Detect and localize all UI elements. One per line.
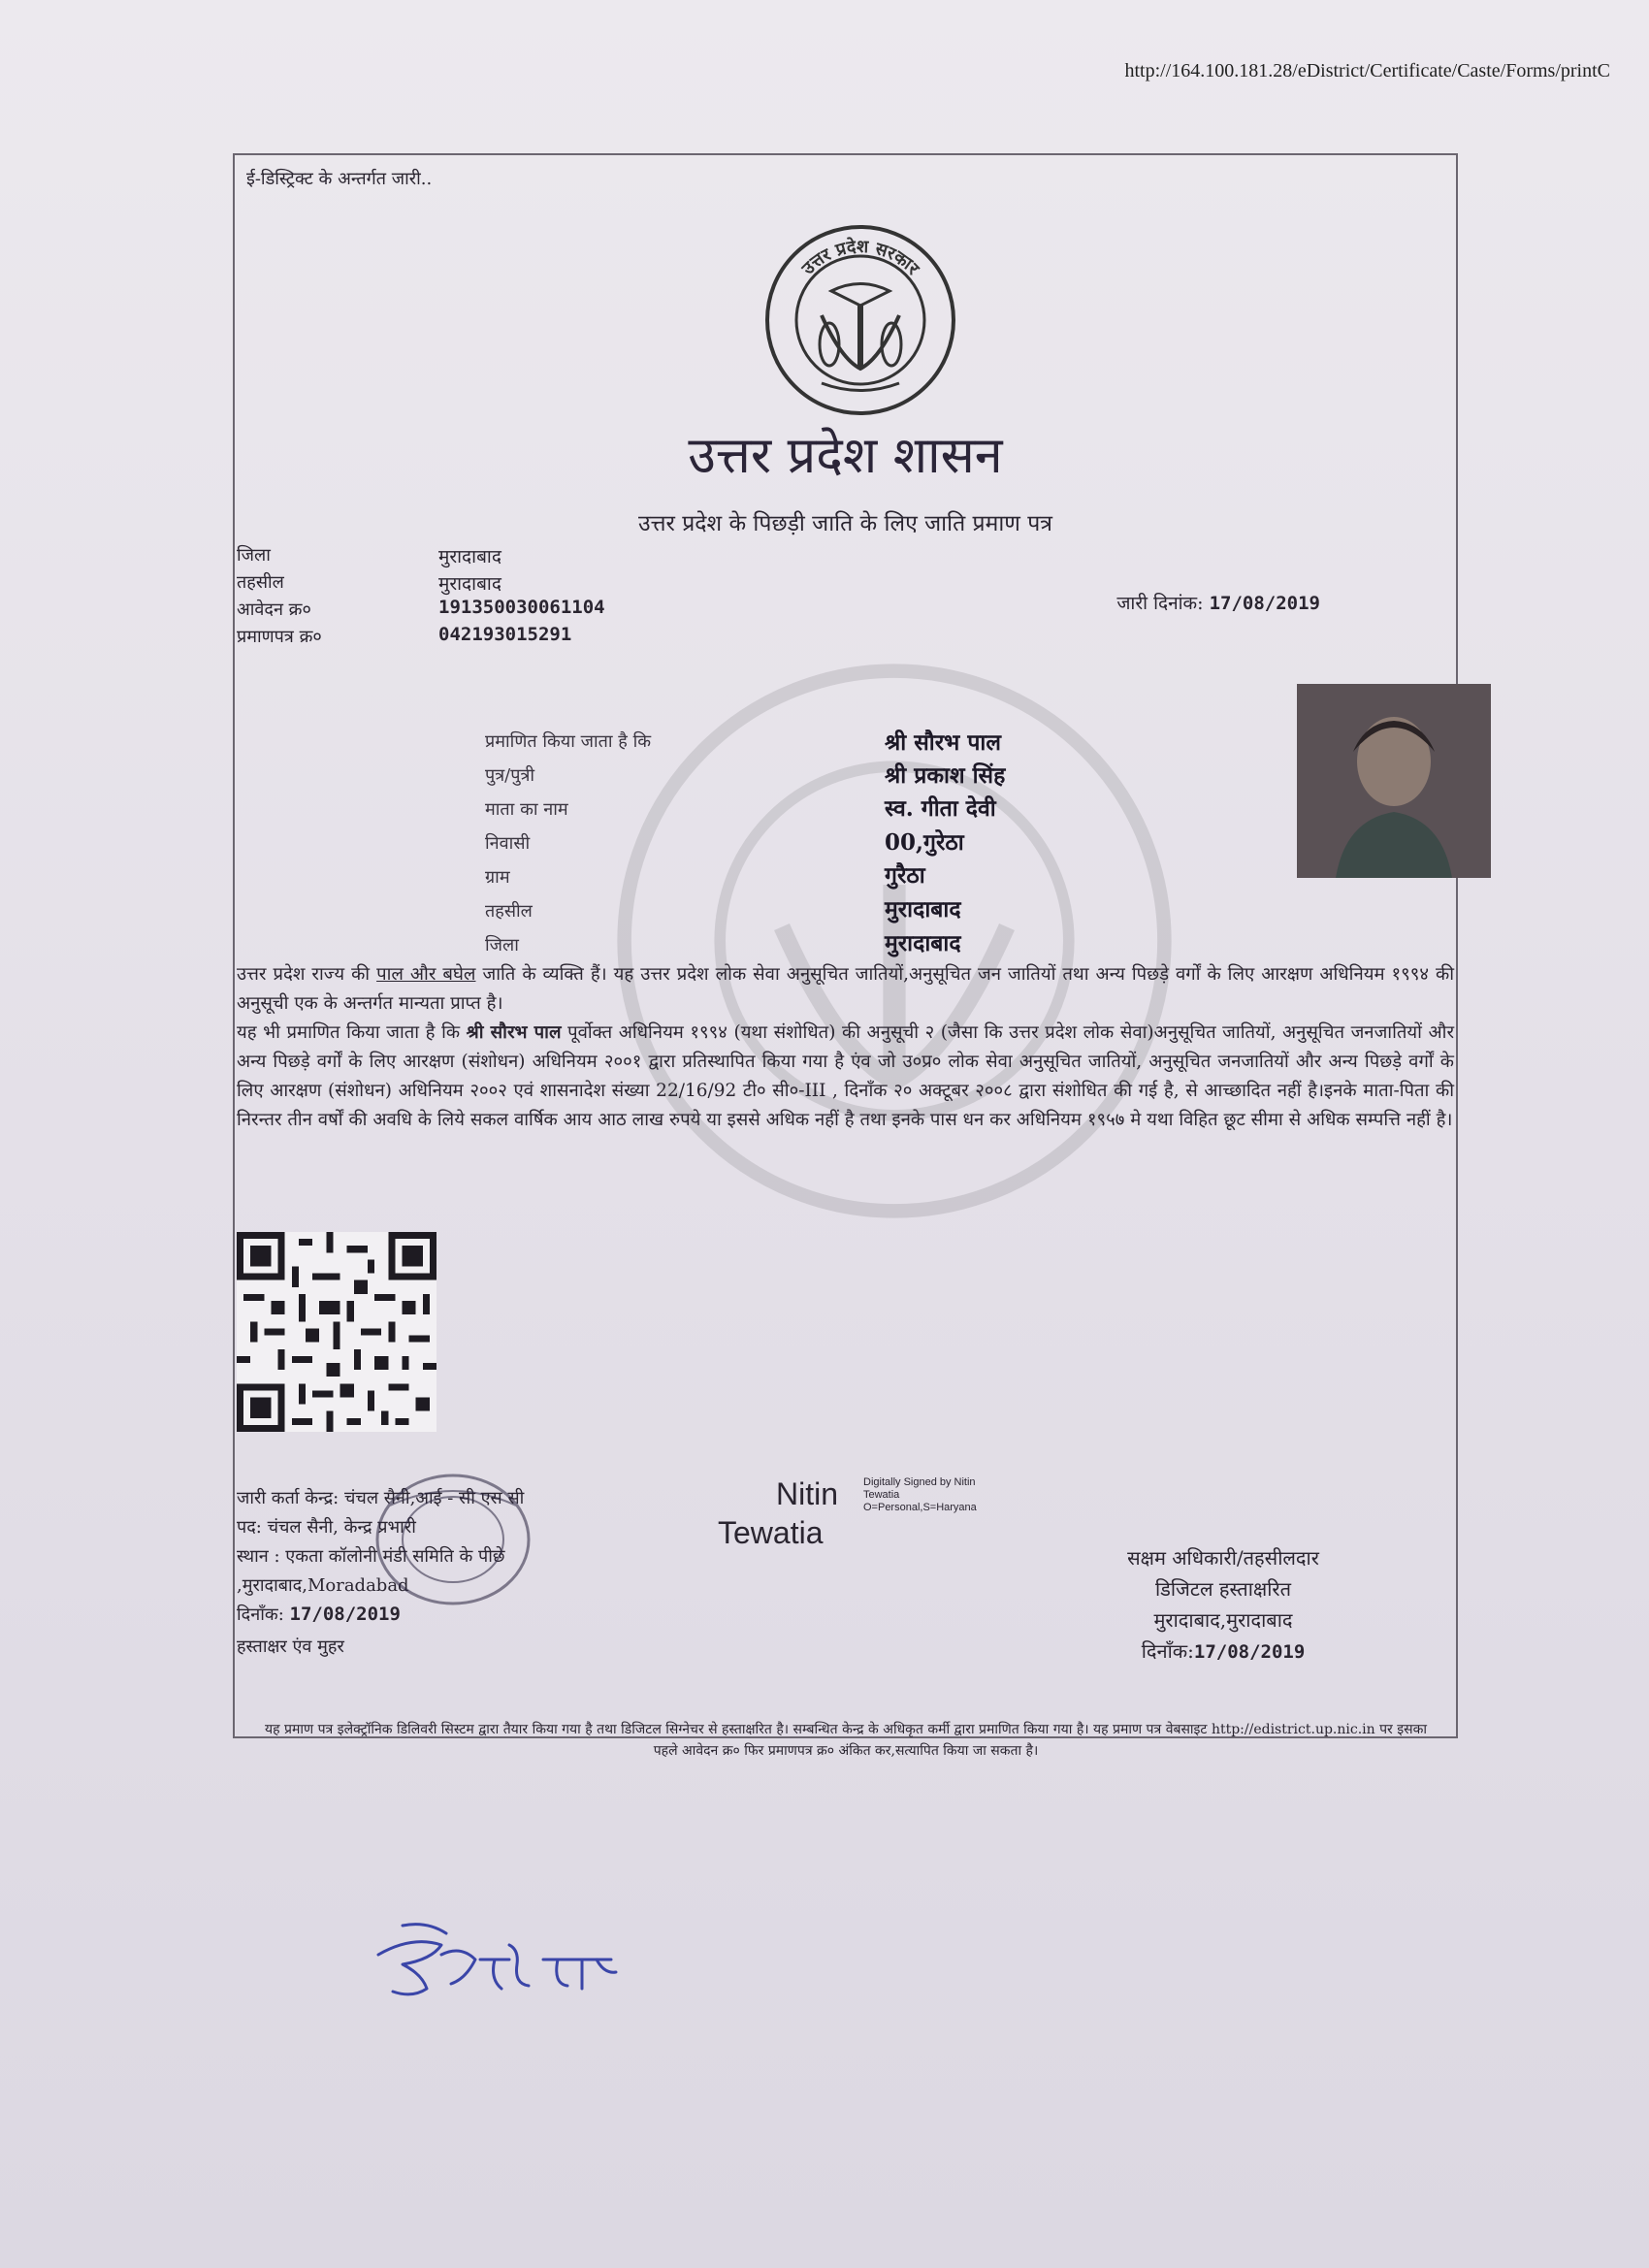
footer-note: यह प्रमाण पत्र इलेक्ट्रॉनिक डिलिवरी सिस्टम द्वारा तैयार किया गया है तथा डिजिटल सिग्नेचर से हस्ताक्षरित है। सम्बन्धित केन्द्र के अधिकृत कर्मी द्वारा प्रमाणित किया गया है। यह प्रमाण पत्र वेबसाइट http://edistrict.up.nic.in पर इसका पहले आवेदन क्र० फिर प्रमाणपत्र क्र० अंकित कर,सत्यापित किया जा सकता है। [265,1722,1427,1759]
sign-and-seal-label: हस्ताक्षर एंव मुहर [237,1636,344,1657]
signer-last-name: Tewatia [718,1515,824,1550]
caste-paragraph-body: जाति के व्यक्ति हैं। यह उत्तर प्रदेश लोक सेवा अनुसूचित जातियों,अनुसूचित जन जातियों तथा अन्य पिछड़े वर्गों के लिए आरक्षण अधिनियम १९९४ की अनुसूची एक के अन्तर्गत मान्यता प्राप्त है। [237,964,1454,1014]
print-url: http://164.100.181.28/eDistrict/Certificate/Caste/Forms/printC [1124,60,1610,81]
issuer-post: पद: चंचल सैनी, केन्द्र प्रभारी [237,1517,416,1538]
authority-date-label: दिनाँक: [1141,1639,1194,1663]
certificate-subtitle: उत्तर प्रदेश के पिछड़ी जाति के लिए जाति प्रमाण पत्र [637,511,1052,536]
meta-label-certificate-no: प्रमाणपत्र क्र० [237,627,322,647]
authority-date-value: 17/08/2019 [1193,1641,1306,1663]
meta-label-tehsil: तहसील [237,572,284,593]
meta-value-application-no: 191350030061104 [438,597,605,618]
authority-digitally-signed: डिजिटल हस्ताक्षरित [1155,1577,1291,1601]
field-value-mother: स्व. गीता देवी [885,795,996,822]
certificate-frame [233,153,1458,1759]
caste-paragraph [237,960,1454,1019]
digital-sign-line1: Digitally Signed by Nitin [863,1476,976,1488]
field-value-tehsil: मुरादाबाद [885,896,961,923]
authority-location: मुरादाबाद,मुरादाबाद [1153,1608,1293,1632]
up-government-emblem-icon [763,223,957,417]
field-value-name: श्री सौरभ पाल [885,729,1001,756]
digital-sign-detail [863,1476,1038,1514]
field-value-resident: 00,गुरेठा [885,829,964,856]
meta-label-district: जिला [237,545,271,566]
creamy-layer-body: पूर्वोक्त अधिनियम १९९४ (यथा संशोधित) की अनुसूची २ (जैसा कि उत्तर प्रदेश लोक सेवा)अनुसूचित जातियों, अनुसूचित जनजातियों और अन्य पिछड़े वर्गों के लिए आरक्षण (संशोधन) अधिनियम २००१ द्वारा प्रतिस्थापित किया गया है एंव जो उ०प्र० लोक सेवा अनुसूचित जातियों, अनुसूचित जनजातियों और अन्य पिछड़े वर्गों के लिए आरक्षण (संशोधन) अधिनियम २००२ एवं शासनादेश संख्या 22/16/92 टी० सी०-III , दिनाँक २० अक्टूबर २००८ द्वारा संशोधित की गई है, से आच्छादित नहीं है।इनके माता-पिता की निरन्तर तीन वर्षों की अवधि के लिये सकल वार्षिक आय आठ लाख रुपये या इससे अधिक नहीं है तथा इनके पास धन कर अधिनियम १९५७ मे यथा विहित छूट सीमा से अधिक सम्पत्ति नहीं है। [237,1022,1455,1130]
issuer-place-line2: ,मुरादाबाद,Moradabad [237,1575,409,1596]
meta-value-district: मुरादाबाद [438,546,501,567]
emblem-text: उत्तर प्रदेश सरकार [797,236,923,279]
creamy-layer-intro: यह भी प्रमाणित किया जाता है कि [237,1022,467,1043]
issuer-date-label: दिनाँक: [237,1604,284,1625]
field-label-resident: निवासी [485,833,531,854]
field-value-village: गुरैठा [885,862,925,889]
applicant-photo [1297,684,1491,878]
digital-sign-line2: Tewatia [863,1489,900,1501]
meta-label-application-no: आवेदन क्र० [237,599,311,620]
issue-date [1116,590,1320,615]
issuing-center: जारी कर्ता केन्द्र: चंचल सैनी,आई - सी एस सी [237,1488,525,1508]
issuer-place-line1: स्थान : एकता कॉलोनी मंडी समिति के पीछे [237,1546,505,1567]
caste-name: पाल और बघेल [376,964,476,985]
authority-date [1068,1636,1378,1668]
meta-value-certificate-no: 042193015291 [438,624,572,645]
creamy-layer-name: श्री सौरभ पाल [466,1022,562,1043]
issued-under-label: ई-डिस्ट्रिक्ट के अन्तर्गत जारी.. [246,169,433,189]
authority-title: सक्षम अधिकारी/तहसीलदार [1127,1546,1319,1570]
creamy-layer-paragraph [237,1019,1454,1135]
qr-code [237,1232,436,1432]
meta-value-tehsil: मुरादाबाद [438,573,501,595]
field-label-certified-that: प्रमाणित किया जाता है कि [485,731,652,752]
issuer-date-value: 17/08/2019 [289,1604,401,1625]
field-label-son-daughter: पुत्र/पुत्री [485,765,535,786]
field-label-mother: माता का नाम [485,799,568,820]
field-label-village: ग्राम [485,867,510,888]
caste-paragraph-intro: उत्तर प्रदेश राज्य की [237,964,377,985]
signer-first-name: Nitin [776,1476,839,1511]
round-seal-stamp [371,1467,535,1612]
government-title: उत्तर प्रदेश शासन [688,427,1003,485]
field-value-district: मुरादाबाद [885,930,961,956]
field-label-district: जिला [485,935,519,956]
field-label-tehsil: तहसील [485,901,533,922]
authority-block [1068,1542,1378,1668]
field-value-father: श्री प्रकाश सिंह [885,762,1006,789]
issue-date-label: जारी दिनांक: [1116,593,1204,614]
svg-text:उत्तर प्रदेश सरकार [797,236,923,279]
handwritten-signature [373,1916,626,2003]
issue-date-value: 17/08/2019 [1209,593,1320,614]
digital-sign-line3: O=Personal,S=Haryana [863,1502,977,1513]
